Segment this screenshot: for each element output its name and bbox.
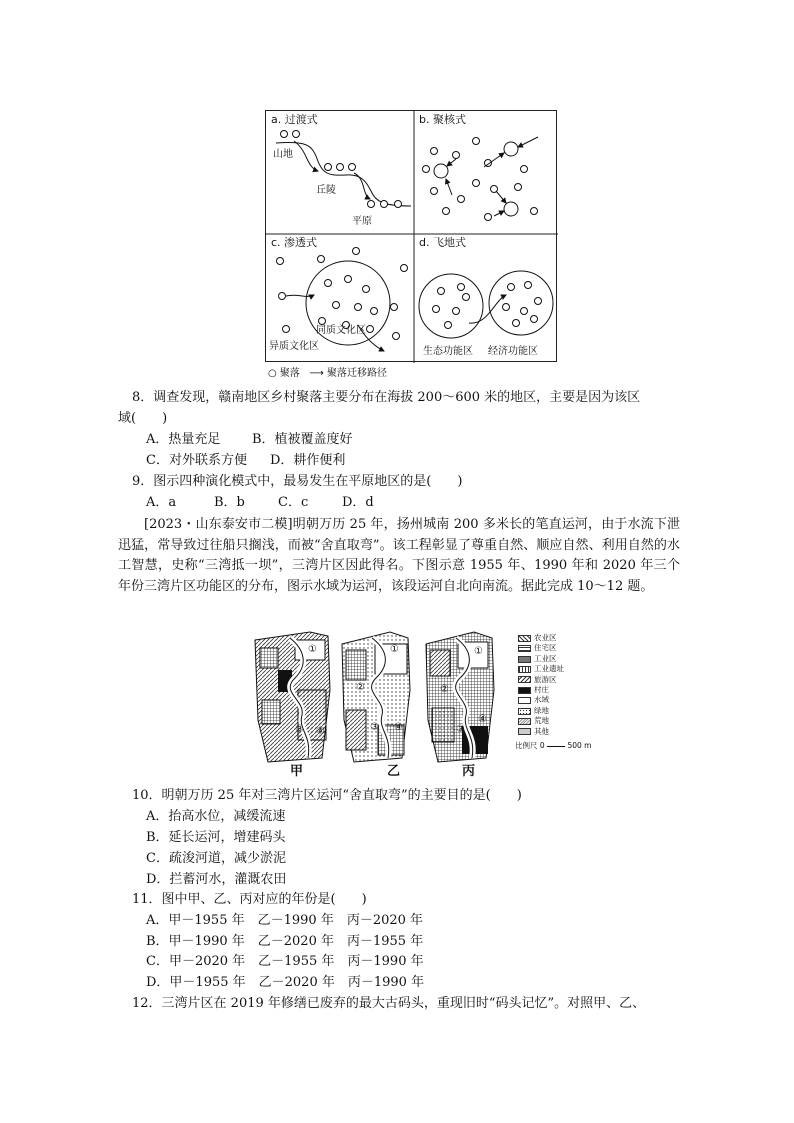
map-yi-marker-3: ③ xyxy=(370,722,379,733)
scale-bar xyxy=(515,740,591,751)
q9-stem: 9．图示四种演化模式中，最易发生在平原地区的是( ) xyxy=(132,474,463,489)
q8-option-b[interactable]: B．植被覆盖度好 xyxy=(252,432,353,447)
figure1-legend xyxy=(268,364,387,379)
q9-option-b[interactable]: B．b xyxy=(214,495,245,510)
q8-option-c[interactable]: C．对外联系方便 xyxy=(146,453,247,468)
legend-item-wasteland: 荒地 xyxy=(518,716,564,726)
q11-option-c[interactable]: C．甲－2020 年 乙－1955 年 丙－1990 年 xyxy=(146,954,424,969)
legend-item-village: 村庄 xyxy=(518,685,564,695)
map-bing-marker-3: ③ xyxy=(456,724,465,735)
q12-stem: 12．三湾片区在 2019 年修缮已废弃的最大古码头，重现旧时“码头记忆”。对照甲、乙、 xyxy=(132,996,646,1011)
q9-option-c[interactable]: C．c xyxy=(278,495,309,510)
q10-option-b[interactable]: B．延长运河，增建码头 xyxy=(146,830,286,845)
label-mountain: 山地 xyxy=(273,149,293,160)
settlement-evolution-diagram xyxy=(266,111,558,363)
label-homogeneous-culture: 同质文化区 xyxy=(316,325,366,336)
q10-option-c[interactable]: C．疏浚河道，减少淤泥 xyxy=(146,851,286,866)
settlement-evolution-figure xyxy=(265,110,557,362)
map-jia-marker-4: ④ xyxy=(316,726,325,737)
label-heterogeneous-culture: 异质文化区 xyxy=(269,341,319,352)
legend-item-tourism: 旅游区 xyxy=(518,675,564,685)
scale-label: 比例尺 xyxy=(515,741,538,750)
sanwan-maps-svg xyxy=(250,630,550,765)
map-jia xyxy=(255,632,330,762)
map-yi-marker-1: ① xyxy=(390,644,399,655)
map-yi xyxy=(342,632,410,762)
q11-option-d[interactable]: D．甲－1955 年 乙－2020 年 丙－1990 年 xyxy=(146,975,425,990)
panel-b-nucleation xyxy=(419,112,538,221)
q10-option-d[interactable]: D．拦蓄河水，灌溉农田 xyxy=(146,872,287,887)
map-caption-bing: 丙 xyxy=(462,764,476,779)
legend-arrow-icon: ⟶ xyxy=(309,368,324,379)
legend-item-other: 其他 xyxy=(518,727,564,737)
q9-option-a[interactable]: A．a xyxy=(146,495,177,510)
map-bing xyxy=(426,632,494,762)
label-ecological-zone: 生态功能区 xyxy=(423,346,473,357)
legend-item-green: 绿地 xyxy=(518,706,564,716)
q11-option-b[interactable]: B．甲－1990 年 乙－2020 年 丙－1955 年 xyxy=(146,934,424,949)
panel-a-transition xyxy=(271,112,411,227)
legend-settlement-label: 聚落 xyxy=(279,368,300,379)
q8-option-a[interactable]: A．热量充足 xyxy=(146,432,221,447)
panel-c-title: c. 渗透式 xyxy=(271,236,318,249)
scale-value: 500 m xyxy=(567,741,592,750)
sanwan-function-zone-maps xyxy=(250,630,550,778)
legend-item-residential: 住宅区 xyxy=(518,643,564,653)
map-bing-marker-4: ④ xyxy=(478,714,487,725)
panel-d-enclave xyxy=(419,235,553,357)
legend-item-water: 水域 xyxy=(518,695,564,705)
panel-b-title: b. 聚核式 xyxy=(419,113,466,126)
q11-option-a[interactable]: A．甲－1955 年 乙－1990 年 丙－2020 年 xyxy=(146,913,424,928)
panel-d-title: d. 飞地式 xyxy=(419,236,466,249)
map-caption-yi: 乙 xyxy=(387,764,401,779)
map-jia-marker-1: ① xyxy=(308,644,317,655)
map-caption-jia: 甲 xyxy=(290,764,304,779)
legend-item-industrial: 工业区 xyxy=(518,654,564,664)
panel-a-title: a. 过渡式 xyxy=(271,113,318,126)
scale-zero: 0 xyxy=(539,741,545,750)
legend-item-industrial-heritage: 工业遗址 xyxy=(518,664,564,674)
map-yi-marker-4: ④ xyxy=(394,722,403,733)
legend-item-agriculture: 农业区 xyxy=(518,633,564,643)
q9-option-d[interactable]: D．d xyxy=(342,495,374,510)
q10-stem: 10．明朝万历 25 年对三湾片区运河“舍直取弯”的主要目的是( ) xyxy=(132,788,522,803)
q11-stem: 11．图中甲、乙、丙对应的年份是( ) xyxy=(132,892,367,907)
figure2-legend xyxy=(518,633,564,737)
panel-c-infiltration xyxy=(269,235,408,352)
legend-path-label: 聚落迁移路径 xyxy=(327,368,387,379)
q8-option-d[interactable]: D．耕作便利 xyxy=(270,453,346,468)
map-yi-marker-2: ② xyxy=(356,682,365,693)
map-bing-marker-2: ② xyxy=(440,684,449,695)
map-jia-marker-2: ② xyxy=(278,682,287,693)
q8-stem-line1: 8．调查发现，赣南地区乡村聚落主要分布在海拔 200～600 米的地区，主要是因为该区 xyxy=(132,390,641,405)
panel-a-settlements xyxy=(281,131,402,208)
label-plain: 平原 xyxy=(352,216,372,227)
label-hill: 丘陵 xyxy=(316,185,336,196)
map-jia-marker-3: ③ xyxy=(295,724,304,735)
legend-settlement-icon: ○ xyxy=(268,368,277,379)
q8-stem-line2: 域( ) xyxy=(118,411,168,426)
reading-passage: [2023・山东泰安市二模]明朝万历 25 年，扬州城南 200 多米长的笔直运河，由于水流下泄迅猛，常导致过往船只搁浅，而被“舍直取弯”。该工程彰显了尊重自然、顺应自然、利用自然的水工智慧，史称“三湾抵一坝”，三湾片区因此得名。下图示意 1955 年、1990 年和 2020 年三个年份三湾片区功能区的分布，图示水域为运河，该段运河自北向南流。据此完成 10～12 题。 xyxy=(118,517,680,594)
label-economic-zone: 经济功能区 xyxy=(488,346,538,357)
q10-option-a[interactable]: A．抬高水位，减缓流速 xyxy=(146,809,286,824)
map-bing-marker-1: ① xyxy=(474,646,483,657)
